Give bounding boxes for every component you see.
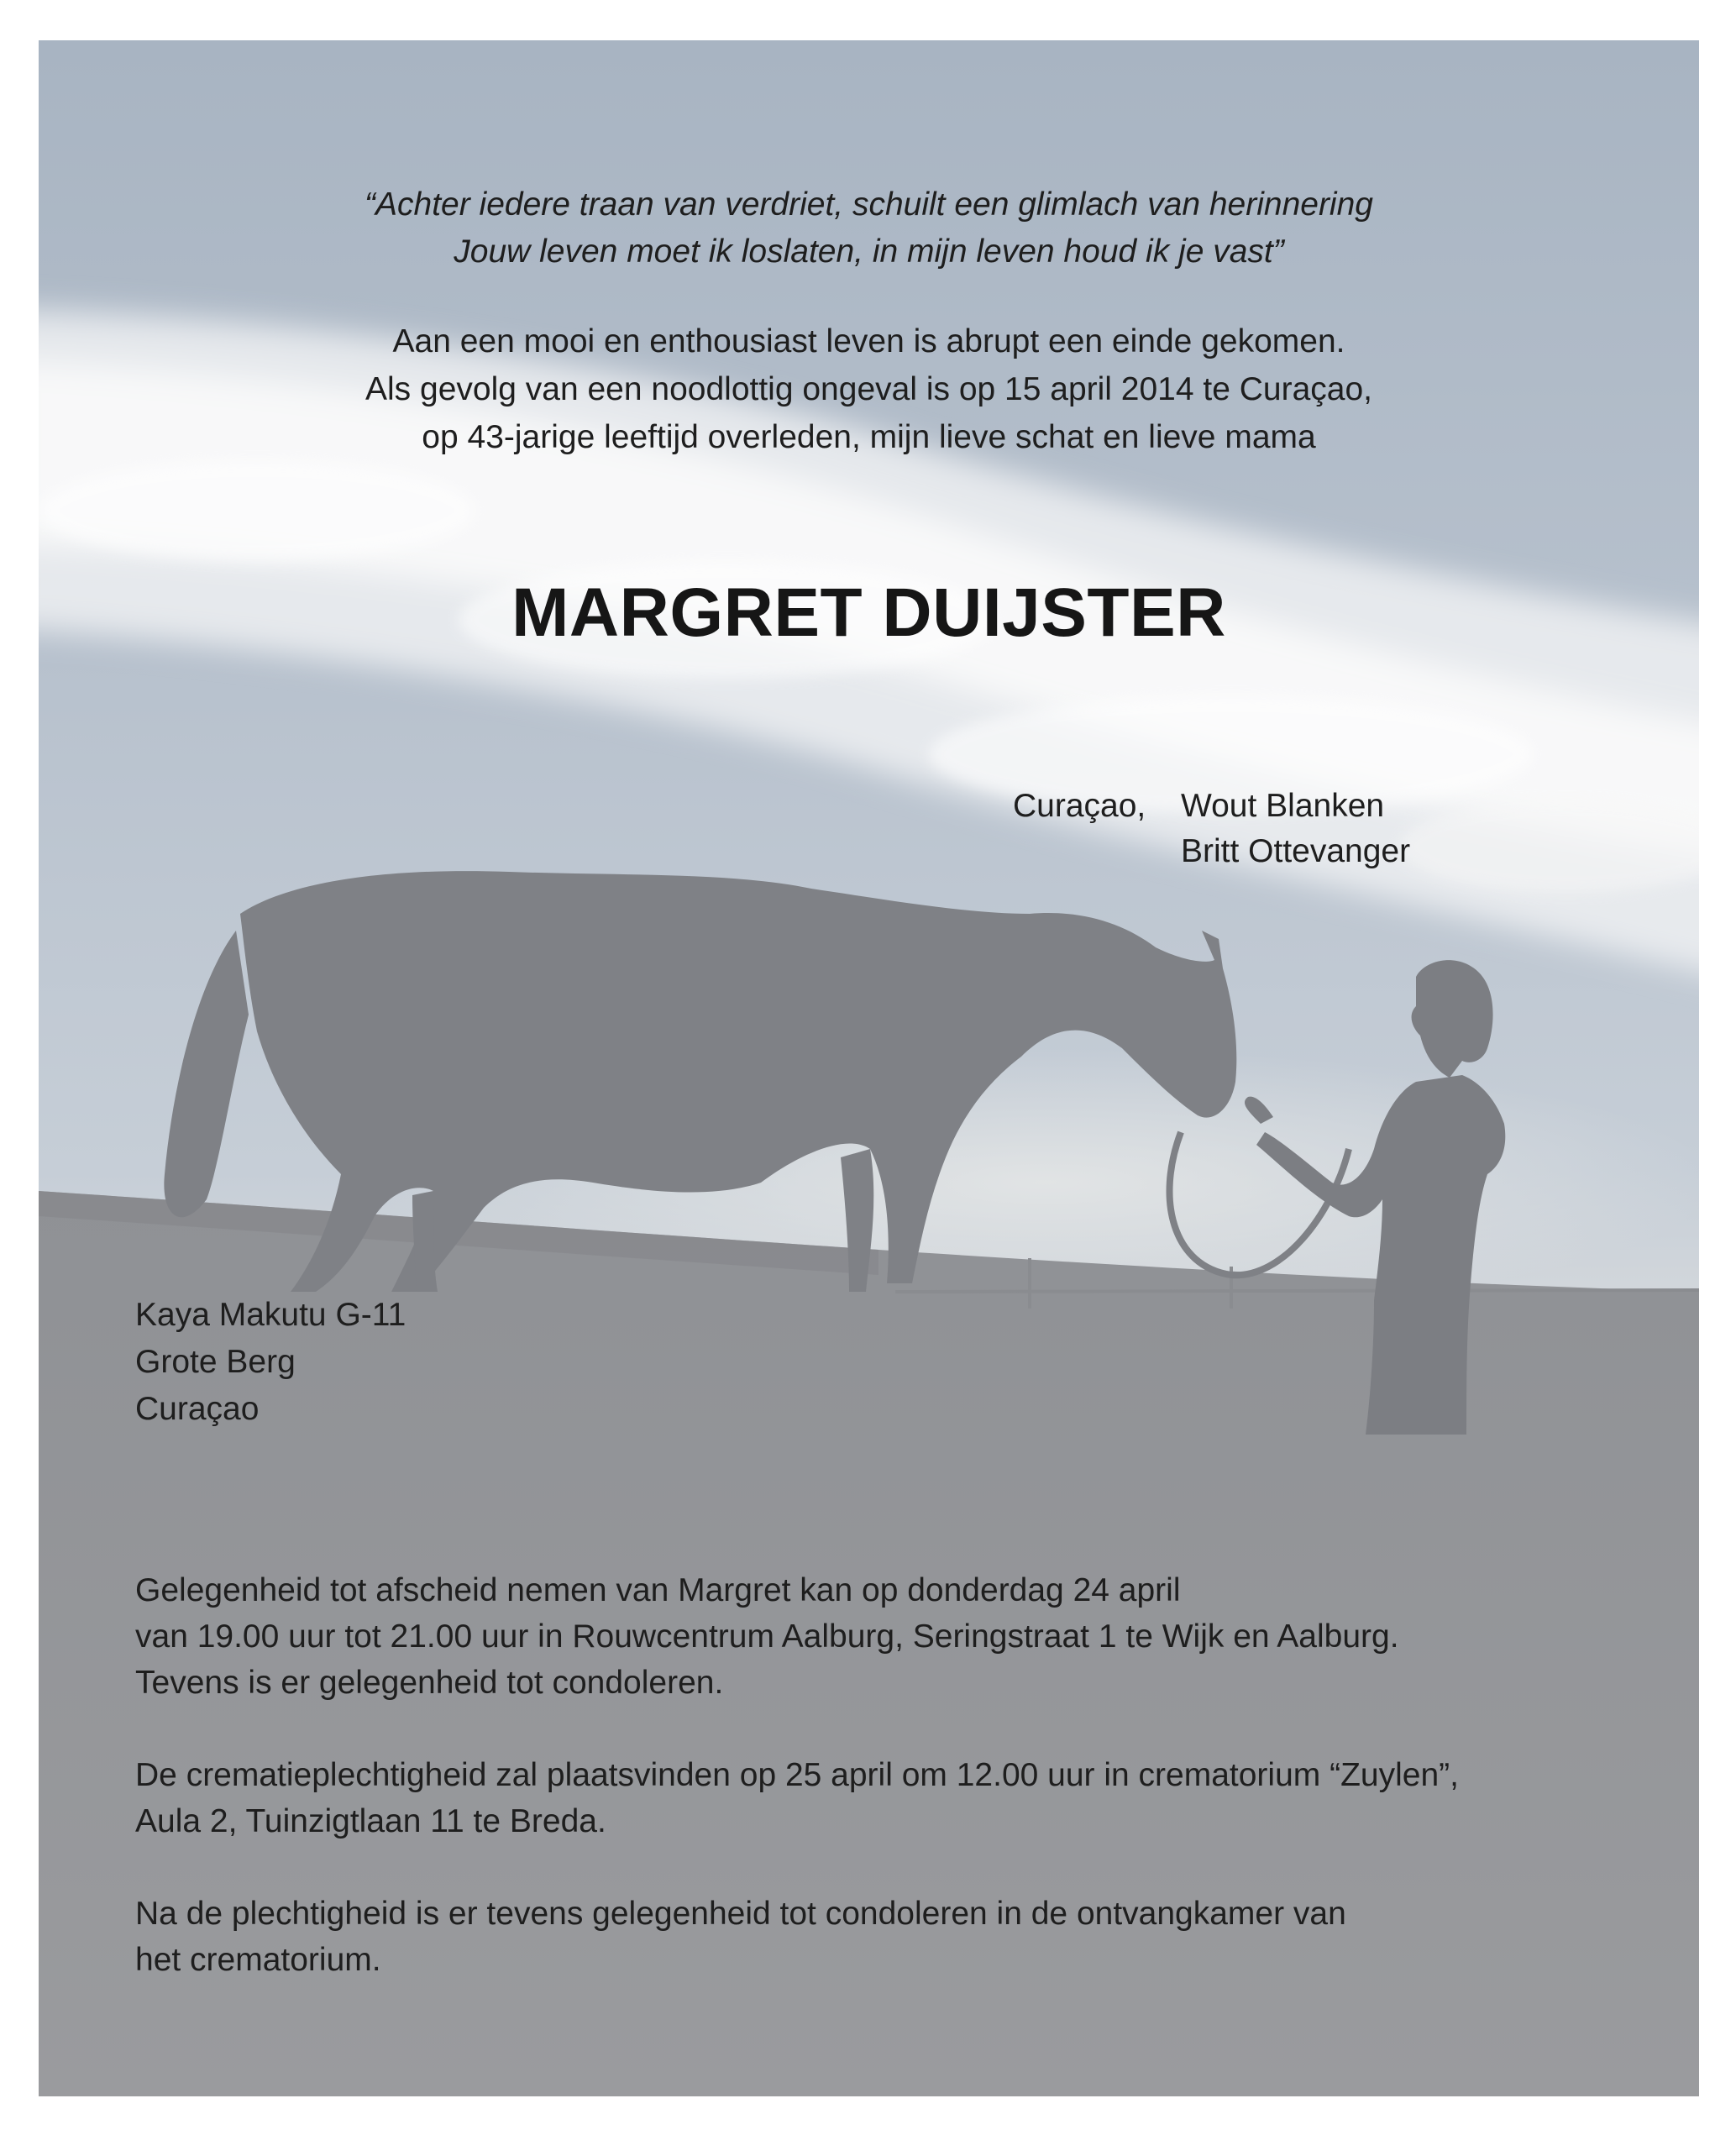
quote-line: “Achter iedere traan van verdriet, schuilt een glimlach van herinnering (365, 186, 1373, 223)
farewell-line: Tevens is er gelegenheid tot condoleren. (135, 1665, 724, 1701)
signers-place: Curaçao, (1013, 788, 1146, 824)
memorial-quote (39, 181, 1699, 275)
address-line: Kaya Makutu G-11 (135, 1297, 406, 1333)
ceremony-details (135, 1567, 1647, 2029)
after-line: het crematorium. (135, 1942, 381, 1978)
intro-line: op 43-jarige leeftijd overleden, mijn lieve schat en lieve mama (422, 419, 1316, 455)
obituary-card (39, 40, 1699, 2096)
signer-name: Wout Blanken (1181, 788, 1385, 824)
intro-line: Aan een mooi en enthousiast leven is abrupt een einde gekomen. (392, 323, 1345, 359)
after-paragraph (135, 1891, 1647, 1983)
signer-name: Britt Ottevanger (1181, 833, 1411, 869)
intro-line: Als gevolg van een noodlottig ongeval is op 15 april 2014 te Curaçao, (365, 371, 1372, 407)
address-line: Curaçao (135, 1391, 260, 1427)
farewell-paragraph (135, 1567, 1647, 1706)
ceremony-line: Aula 2, Tuinzigtlaan 11 te Breda. (135, 1803, 606, 1839)
farewell-line: van 19.00 uur tot 21.00 uur in Rouwcentrum Aalburg, Seringstraat 1 te Wijk en Aalburg. (135, 1618, 1399, 1655)
announcement-intro (39, 317, 1699, 461)
after-line: Na de plechtigheid is er tevens gelegenheid tot condoleren in de ontvangkamer van (135, 1896, 1346, 1932)
ceremony-line: De crematieplechtigheid zal plaatsvinden op 25 april om 12.00 uur in crematorium “Zuylen”, (135, 1757, 1459, 1793)
deceased-name: MARGRET DUIJSTER (511, 574, 1226, 651)
signers-names (1181, 784, 1410, 874)
text-layer (39, 40, 1699, 2096)
address-line: Grote Berg (135, 1344, 296, 1380)
farewell-line: Gelegenheid tot afscheid nemen van Margret kan op donderdag 24 april (135, 1572, 1181, 1608)
ceremony-paragraph (135, 1752, 1647, 1844)
quote-line: Jouw leven moet ik loslaten, in mijn leven houd ik je vast” (454, 233, 1284, 270)
correspondence-address (135, 1292, 406, 1433)
